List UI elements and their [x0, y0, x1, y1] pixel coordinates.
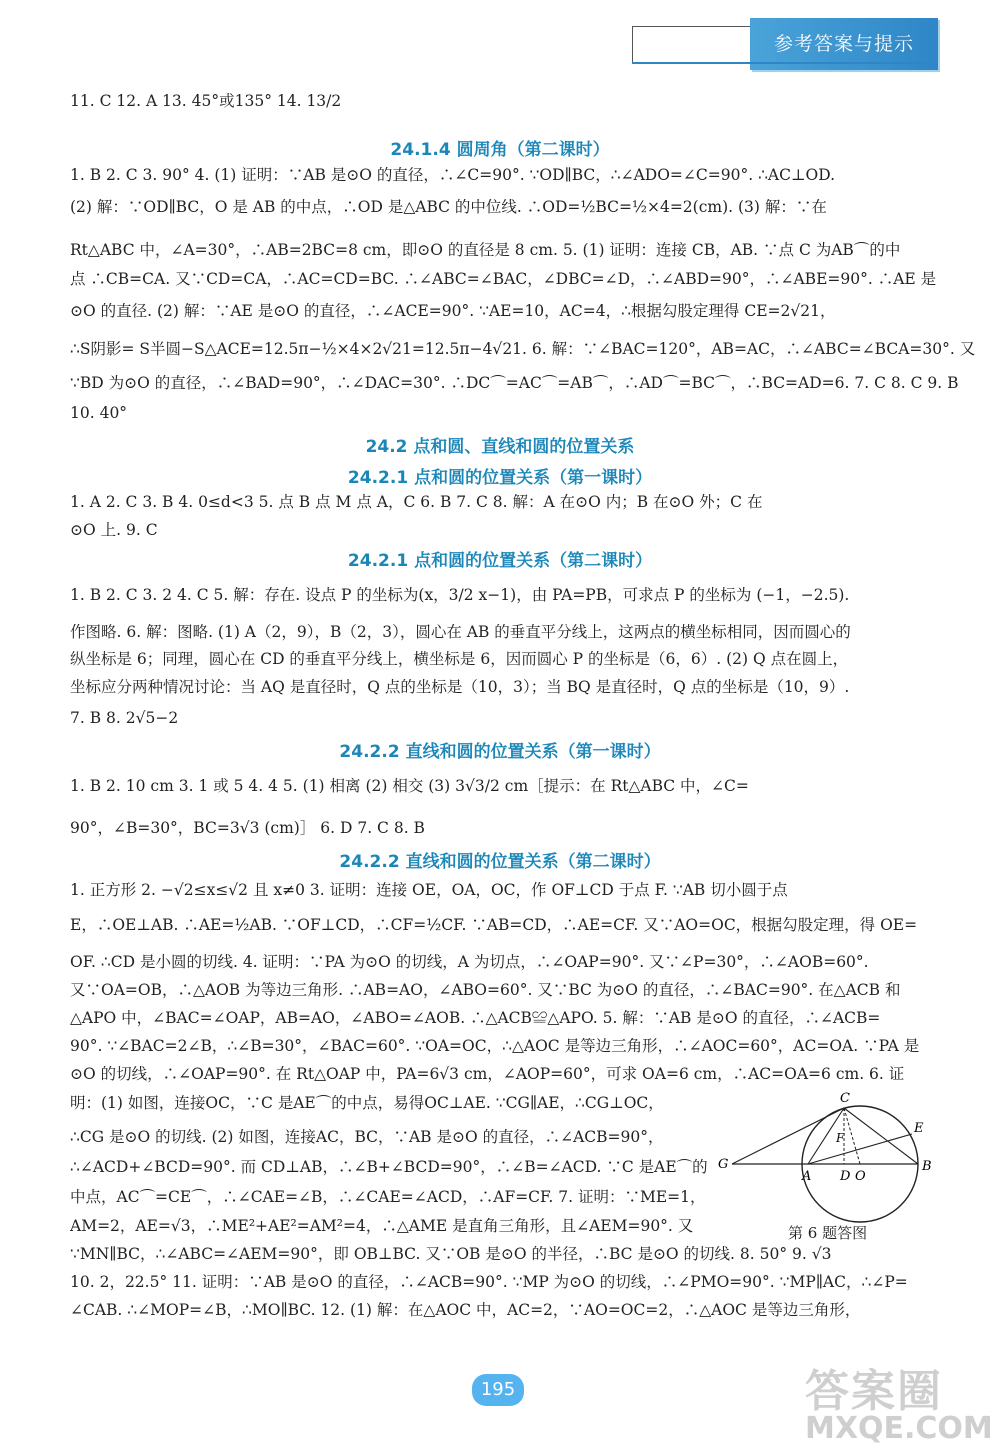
section-heading: 24.2.2 直线和圆的位置关系（第一课时）: [339, 742, 661, 762]
section-heading: 24.2.1 点和圆的位置关系（第一课时）: [347, 468, 653, 488]
answer-line: ∴CG 是⊙O 的切线. (2) 如图，连接AC，BC，∵AB 是⊙O 的直径，∴∠ACB=90°，: [70, 1128, 664, 1146]
answer-line: 明：(1) 如图，连接OC，∵C 是AE⌒的中点，易得OC⊥AE. ∵CG∥AE，∴CG⊥OC，: [70, 1094, 664, 1112]
answer-line: AM=2，AE=√3，∴ME²+AE²=AM²=4，∴△AME 是直角三角形，且∠AEM=90°. 又: [70, 1217, 694, 1235]
label-g: G: [718, 1157, 729, 1172]
answer-line: 1. A 2. C 3. B 4. 0≤d<3 5. 点 B 点 M 点 A，C 6. B 7. C 8. 解：A 在⊙O 内；B 在⊙O 外；C 在: [70, 493, 763, 511]
answer-line: 7. B 8. 2√5−2: [70, 709, 179, 727]
answer-line: OF. ∴CD 是小圆的切线. 4. 证明：∵PA 为⊙O 的切线，A 为切点，∴∠OAP=90°. 又∵∠P=30°，∴∠AOB=60°.: [70, 953, 869, 971]
answer-line: ∵BD 为⊙O 的直径，∴∠BAD=90°，∴∠DAC=30°. ∴DC⌒=AC⌒=AB⌒，∴AD⌒=BC⌒，∴BC=AD=6. 7. C 8. C 9. B: [70, 374, 959, 392]
answer-line: 10. 2，22.5° 11. 证明：∵AB 是⊙O 的直径，∴∠ACB=90°. ∵MP 为⊙O 的切线，∴∠PMO=90°. ∵MP∥AC，∴∠P=: [70, 1273, 908, 1291]
answer-line: 90°，∠B=30°，BC=3√3 (cm)］ 6. D 7. C 8. B: [70, 819, 425, 837]
watermark-text: 答案圈: [805, 1366, 943, 1417]
header-blank-box: [632, 26, 752, 64]
answer-line: ∠CAB. ∴∠MOP=∠B，∴MO∥BC. 12. (1) 解：在△AOC 中，AC=2，∵AO=OC=2，∴△AOC 是等边三角形，: [70, 1301, 861, 1319]
header-rule: [632, 62, 938, 64]
answer-line: 1. B 2. C 3. 2 4. C 5. 解：存在. 设点 P 的坐标为(x，3/2 x−1)，由 PA=PB，可求点 P 的坐标为 (−1，−2.5).: [70, 586, 850, 604]
section-heading: 24.2 点和圆、直线和圆的位置关系: [365, 437, 635, 457]
answer-line: 1. 正方形 2. −√2≤x≤√2 且 x≠0 3. 证明：连接 OE，OA，OC，作 OF⊥CD 于点 F. ∵AB 切小圆于点: [70, 881, 788, 899]
answer-line: ∵MN∥BC，∴∠ABC=∠AEM=90°，即 OB⊥BC. 又∵OB 是⊙O 的半径，∴BC 是⊙O 的切线. 8. 50° 9. √3: [70, 1245, 832, 1263]
header-tab: 参考答案与提示: [750, 18, 938, 70]
label-a: A: [802, 1169, 812, 1184]
answer-line: 又∵OA=OB，∴△AOB 为等边三角形. ∴AB=AO，∠ABO=60°. 又∵BC 为⊙O 的直径，∴∠BAC=90°. 在△ACB 和: [70, 981, 901, 999]
line-ae: [808, 1134, 912, 1164]
answer-line: Rt△ABC 中，∠A=30°，∴AB=2BC=8 cm，即⊙O 的直径是 8 cm. 5. (1) 证明：连接 CB，AB. ∵点 C 为AB⌒的中: [70, 241, 901, 259]
label-d: D: [840, 1169, 851, 1184]
answer-line: ⊙O 的直径. (2) 解：∵AE 是⊙O 的直径，∴∠ACE=90°. ∵AE=10，AC=4，∴根据勾股定理得 CE=2√21，: [70, 302, 836, 320]
line-oc: [844, 1108, 860, 1164]
section-heading: 24.2.2 直线和圆的位置关系（第二课时）: [339, 852, 661, 872]
answer-line: (2) 解：∵OD∥BC，O 是 AB 的中点，∴OD 是△ABC 的中位线. ∴OD=½BC=½×4=2(cm). (3) 解：∵在: [70, 198, 827, 216]
label-o: O: [855, 1169, 866, 1184]
answer-line: △APO 中，∠BAC=∠OAP，AB=AO，∠ABO=∠AOB. ∴△ACB≌△APO. 5. 解：∵AB 是⊙O 的直径，∴∠ACB=: [70, 1009, 881, 1027]
answer-line: 纵坐标是 6；同理，圆心在 CD 的垂直平分线上，横坐标是 6，因而圆心 P 的坐标是（6，6）. (2) Q 点在圆上，: [70, 650, 849, 668]
label-f: F: [836, 1131, 845, 1145]
answer-line: 作图略. 6. 解：图略. (1) A（2，9），B（2，3），圆心在 AB 的垂直平分线上，这两点的横坐标相同，因而圆心的: [70, 623, 851, 641]
answer-line: 10. 40°: [70, 404, 128, 422]
label-e: E: [914, 1121, 924, 1136]
answer-line: ⊙O 上. 9. C: [70, 521, 158, 539]
answer-line: E，∴OE⊥AB. ∴AE=½AB. ∵OF⊥CD，∴CF=½CF. ∵AB=CD，∴AE=CF. 又∵AO=OC，根据勾股定理，得 OE=: [70, 916, 918, 934]
answer-line: ⊙O 的切线，∴∠OAP=90°. 在 Rt△OAP 中，PA=6√3 cm，∠AOP=60°，可求 OA=6 cm，∴AC=OA=6 cm. 6. 证: [70, 1065, 905, 1083]
line-gc: [732, 1108, 844, 1164]
watermark-logo: [805, 1355, 993, 1446]
page-number: 195: [472, 1374, 524, 1406]
answer-line: 11. C 12. A 13. 45°或135° 14. 13/2: [70, 92, 342, 110]
section-heading: 24.2.1 点和圆的位置关系（第二课时）: [347, 551, 653, 571]
answer-line: 点 ∴CB=CA. 又∵CD=CA，∴AC=CD=BC. ∴∠ABC=∠BAC，∠DBC=∠D，∴∠ABD=90°，∴∠ABE=90°. ∴AE 是: [70, 270, 937, 288]
section-heading: 24.1.4 圆周角（第二课时）: [390, 140, 610, 160]
answer-line: ∴S阴影= S半圆−S△ACE=12.5π−½×4×2√21=12.5π−4√21. 6. 解：∵∠BAC=120°，AB=AC，∴∠ABC=∠BCA=30°. 又: [70, 340, 976, 358]
answer-line: 坐标应分两种情况讨论：当 AQ 是直径时，Q 点的坐标是（10，3）；当 BQ 是直径时，Q 点的坐标是（10，9）.: [70, 678, 850, 696]
answer-line: 中点，AC⌒=CE⌒，∴∠CAE=∠B，∴∠CAE=∠ACD，∴AF=CF. 7. 证明：∵ME=1，: [70, 1188, 706, 1206]
label-c: C: [840, 1091, 850, 1106]
figure-caption: 第 6 题答图: [788, 1224, 868, 1242]
watermark-url: MXQE.COM: [805, 1411, 993, 1446]
answer-line: 90°. ∵∠BAC=2∠B，∴∠B=30°，∠BAC=60°. ∵OA=OC，∴△AOC 是等边三角形，∴∠AOC=60°，AC=OA. ∵PA 是: [70, 1037, 920, 1055]
answer-line: 1. B 2. C 3. 90° 4. (1) 证明：∵AB 是⊙O 的直径，∴∠C=90°. ∵OD∥BC，∴∠ADO=∠C=90°. ∴AC⊥OD.: [70, 166, 836, 184]
label-b: B: [922, 1159, 932, 1174]
answer-line: ∴∠ACD+∠BCD=90°. 而 CD⊥AB，∴∠B+∠BCD=90°，∴∠B=∠ACD. ∵C 是AE⌒的: [70, 1158, 708, 1176]
answer-line: 1. B 2. 10 cm 3. 1 或 5 4. 4 5. (1) 相离 (2) 相交 (3) 3√3/2 cm［提示：在 Rt△ABC 中，∠C=: [70, 777, 749, 795]
